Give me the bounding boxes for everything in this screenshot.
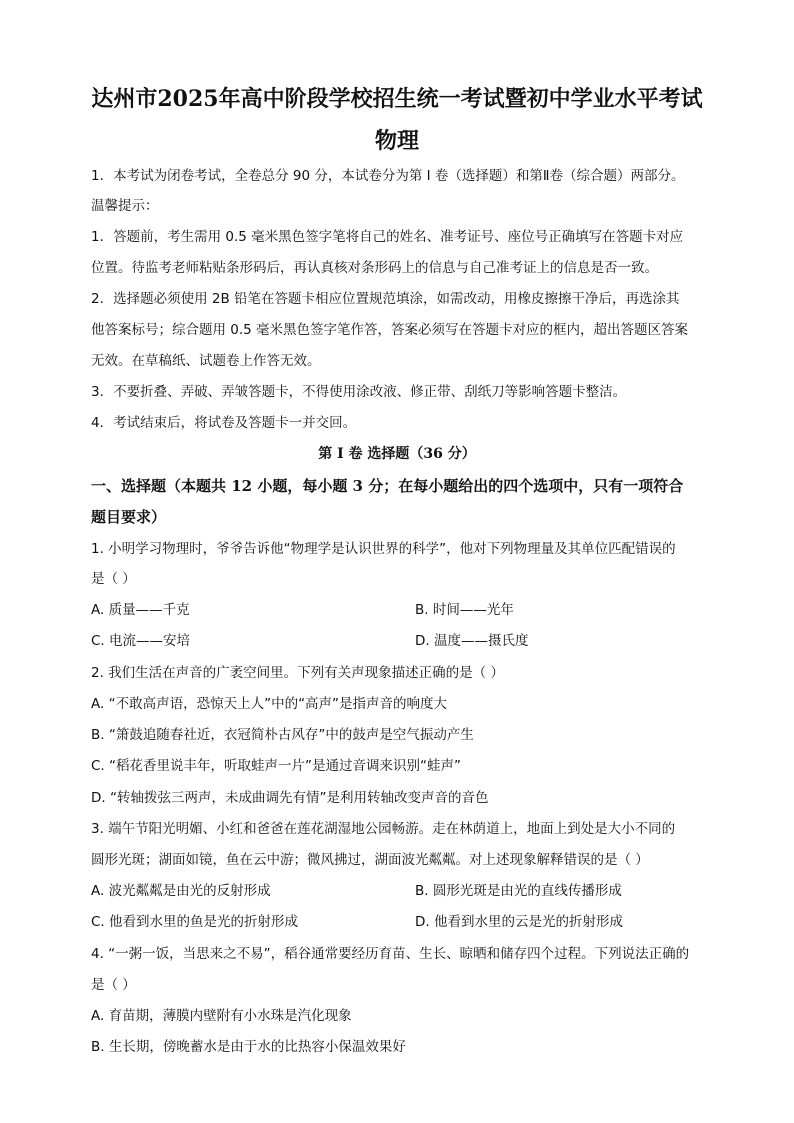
section-heading-line-2: 题目要求）: [91, 508, 167, 526]
q3-stem-line-2: 圆形光斑；湖面如镜，鱼在云中游；微风拂过，湖面波光粼粼。对上述现象解释错误的是（ ）: [91, 852, 649, 868]
q1-stem-line-1: 1. 小明学习物理时，爷爷告诉他“物理学是认识世界的科学”，他对下列物理量及其单位匹配错误的: [91, 541, 676, 557]
tip-1-line-1: 1．答题前，考生需用 0.5 毫米黑色签字笔将自己的姓名、准考证号、座位号正确填写在答题卡对应: [91, 229, 684, 245]
subject-title: 物理: [374, 128, 419, 154]
q3-stem-line-1: 3. 端午节阳光明媚、小红和爸爸在莲花湖湿地公园畅游。走在林荫道上，地面上到处是大小不同的: [91, 821, 676, 837]
section-heading-line-1: 一、选择题（本题共 12 小题，每小题 3 分；在每小题给出的四个选项中，只有一项符合: [91, 477, 684, 495]
tip-2-line-3: 无效。在草稿纸、试题卷上作答无效。: [91, 353, 321, 369]
q2-option-c: C. “稻花香里说丰年，听取蛙声一片”是通过音调来识别“蛙声”: [91, 758, 461, 774]
q3-option-b: B. 圆形光斑是由光的直线传播形成: [415, 883, 622, 899]
q3-option-a: A. 波光粼粼是由光的反射形成: [91, 883, 271, 899]
tip-3: 3．不要折叠、弄破、弄皱答题卡，不得使用涂改液、修正带、刮纸刀等影响答题卡整洁。: [91, 384, 627, 400]
tips-label: 温馨提示：: [91, 198, 159, 214]
q4-option-b: B. 生长期，傍晚蓄水是由于水的比热容小保温效果好: [91, 1039, 406, 1055]
part-1-heading: 第 I 卷 选择题（36 分）: [318, 446, 476, 462]
tip-2-line-1: 2．选择题必须使用 2B 铅笔在答题卡相应位置规范填涂，如需改动，用橡皮擦擦干净后，再选涂其: [91, 291, 680, 307]
q2-option-d: D. “转轴拨弦三两声，未成曲调先有情”是利用转轴改变声音的音色: [91, 790, 489, 806]
tip-2-line-2: 他答案标号；综合题用 0.5 毫米黑色签字笔作答，答案必须写在答题卡对应的框内，超出答题区答案: [91, 322, 689, 338]
q4-stem-line-2: 是（ ）: [91, 977, 136, 993]
q3-option-d: D. 他看到水里的云是光的折射形成: [415, 914, 623, 930]
q2-option-b: B. “箫鼓追随春社近，衣冠简朴古风存”中的鼓声是空气振动产生: [91, 727, 474, 743]
q4-stem-line-1: 4. “一粥一饭，当思来之不易”，稻谷通常要经历育苗、生长、晾晒和储存四个过程。下列说法正确的: [91, 946, 690, 962]
q3-option-c: C. 他看到水里的鱼是光的折射形成: [91, 914, 299, 930]
tip-1-line-2: 位置。待监考老师粘贴条形码后，再认真核对条形码上的信息与自己准考证上的信息是否一致。: [91, 260, 658, 276]
exam-title: 达州市2025年高中阶段学校招生统一考试暨初中学业水平考试: [91, 86, 703, 112]
q1-option-b: B. 时间——光年: [415, 602, 514, 618]
q1-stem-line-2: 是（ ）: [91, 571, 136, 587]
q1-option-c: C. 电流——安培: [91, 633, 191, 649]
q1-option-d: D. 温度——摄氏度: [415, 633, 529, 649]
q1-option-a: A. 质量——千克: [91, 602, 190, 618]
q2-stem: 2. 我们生活在声音的广袤空间里。下列有关声现象描述正确的是（ ）: [91, 665, 504, 681]
q2-option-a: A. “不敢高声语，恐惊天上人”中的“高声”是指声音的响度大: [91, 696, 448, 712]
tip-4: 4．考试结束后，将试卷及答题卡一并交回。: [91, 415, 357, 431]
q4-option-a: A. 育苗期，薄膜内壁附有小水珠是汽化现象: [91, 1008, 352, 1024]
exam-intro: 1．本考试为闭卷考试，全卷总分 90 分，本试卷分为第 I 卷（选择题）和第Ⅱ卷（综合题）两部分。: [91, 168, 685, 184]
